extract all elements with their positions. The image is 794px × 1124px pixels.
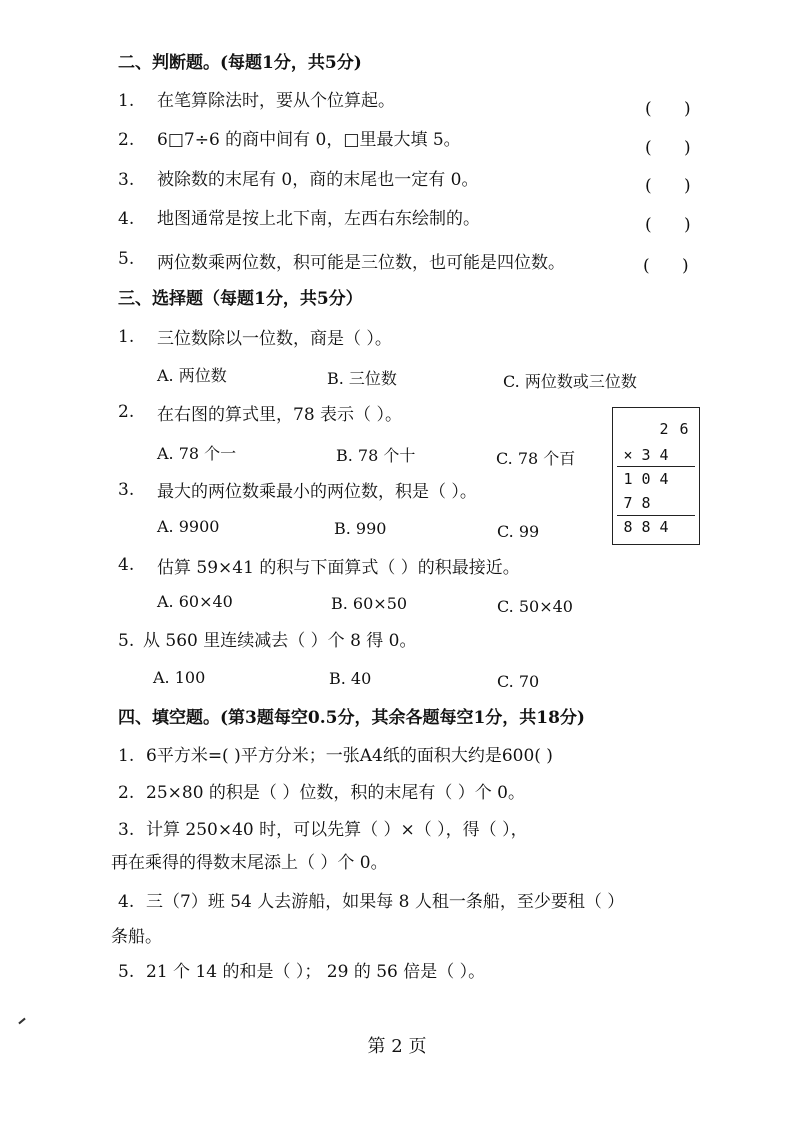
section-4-title: 四、填空题。(第3题每空0.5分，其余各题每空1分，共18分) (118, 708, 585, 728)
scan-mark (18, 1018, 25, 1025)
fill-1-number: 1. (118, 746, 135, 766)
fill-4-text: 三（7）班 54 人去游船，如果每 8 人租一条船，至少要租（ ） (146, 892, 625, 912)
calc-digit: 7 (623, 494, 633, 512)
choice-5-option-b[interactable]: B. 40 (329, 669, 372, 688)
fill-5-number: 5. (118, 962, 135, 982)
vertical-multiplication-figure (612, 407, 700, 545)
choice-3-text: 最大的两位数乘最小的两位数，积是（ ）。 (157, 482, 477, 502)
fill-3-text: 计算 250×40 时，可以先算（ ）×（ ），得（ ）， (146, 820, 528, 840)
choice-5-option-a[interactable]: A. 100 (153, 668, 206, 687)
calc-digit: 8 (623, 518, 633, 536)
fill-5-text: 21 个 14 的和是（ ）； 29 的 56 倍是（ ）。 (146, 962, 486, 982)
choice-1-option-a[interactable]: A. 两位数 (157, 366, 227, 385)
calc-digit: × (623, 446, 633, 464)
calc-rule-1 (617, 466, 695, 467)
choice-2-text: 在右图的算式里，78 表示（ ）。 (157, 405, 402, 425)
choice-3-option-c[interactable]: C. 99 (497, 522, 540, 541)
fill-1-text: 6平方米=( )平方分米；一张A4纸的面积大约是600( ) (146, 746, 553, 766)
calc-digit: 8 (641, 518, 651, 536)
judge-5-number: 5. (118, 249, 135, 269)
calc-rule-2 (617, 515, 695, 516)
fill-3-number: 3. (118, 820, 135, 840)
fill-2-text: 25×80 的积是（ ）位数，积的末尾有（ ）个 0。 (146, 783, 525, 803)
judge-4-text: 地图通常是按上北下南，左西右东绘制的。 (157, 209, 480, 229)
fill-4-number: 4. (118, 892, 135, 912)
choice-2-option-c[interactable]: C. 78 个百 (496, 449, 576, 468)
choice-1-text: 三位数除以一位数，商是（ ）。 (157, 329, 392, 349)
judge-5-answer[interactable]: ( ) (643, 256, 689, 276)
calc-row-3 (613, 470, 699, 492)
calc-digit: 0 (641, 470, 651, 488)
calc-digit: 8 (641, 494, 651, 512)
choice-1-option-c[interactable]: C. 两位数或三位数 (503, 372, 637, 391)
calc-digit: 4 (659, 518, 669, 536)
choice-1-number: 1. (118, 327, 135, 347)
choice-4-option-c[interactable]: C. 50×40 (497, 597, 573, 616)
choice-4-option-b[interactable]: B. 60×50 (331, 594, 408, 613)
judge-4-number: 4. (118, 209, 135, 229)
calc-digit: 1 (623, 470, 633, 488)
choice-2-option-a[interactable]: A. 78 个一 (157, 444, 237, 463)
judge-3-text: 被除数的末尾有 0，商的末尾也一定有 0。 (157, 170, 479, 190)
choice-1-option-b[interactable]: B. 三位数 (327, 369, 397, 388)
calc-row-5 (613, 518, 699, 540)
choice-4-text: 估算 59×41 的积与下面算式（ ）的积最接近。 (157, 558, 520, 578)
choice-4-option-a[interactable]: A. 60×40 (157, 592, 233, 611)
section-3-title: 三、选择题（每题1分，共5分） (118, 289, 363, 309)
fill-3-continuation: 再在乘得的得数末尾添上（ ）个 0。 (111, 853, 388, 873)
calc-row-2 (613, 446, 699, 468)
choice-5-number: 5. (118, 631, 135, 651)
calc-digit: 2 (659, 420, 669, 438)
choice-3-option-a[interactable]: A. 9900 (157, 517, 220, 536)
choice-5-option-c[interactable]: C. 70 (497, 672, 540, 691)
calc-row-1 (613, 420, 699, 442)
calc-digit: 4 (659, 446, 669, 464)
fill-2-number: 2. (118, 783, 135, 803)
judge-5-text: 两位数乘两位数，积可能是三位数，也可能是四位数。 (157, 253, 565, 273)
judge-3-number: 3. (118, 170, 135, 190)
calc-digit: 4 (659, 470, 669, 488)
judge-1-answer[interactable]: ( ) (645, 99, 691, 119)
calc-digit: 3 (641, 446, 651, 464)
choice-5-text: 从 560 里连续减去（ ）个 8 得 0。 (143, 631, 417, 651)
choice-3-option-b[interactable]: B. 990 (334, 519, 387, 538)
judge-4-answer[interactable]: ( ) (645, 215, 691, 235)
page-number: 第 2 页 (367, 1036, 427, 1057)
judge-2-answer[interactable]: ( ) (645, 138, 691, 158)
fill-4-continuation: 条船。 (111, 927, 162, 947)
calc-digit: 6 (679, 420, 689, 438)
judge-1-number: 1. (118, 91, 135, 111)
judge-2-number: 2. (118, 130, 135, 150)
judge-2-text: 6□7÷6 的商中间有 0，□里最大填 5。 (157, 130, 461, 150)
section-2-title: 二、判断题。(每题1分，共5分) (118, 53, 362, 73)
choice-2-number: 2. (118, 402, 135, 422)
judge-3-answer[interactable]: ( ) (645, 176, 691, 196)
judge-1-text: 在笔算除法时，要从个位算起。 (157, 91, 395, 111)
choice-3-number: 3. (118, 480, 135, 500)
choice-2-option-b[interactable]: B. 78 个十 (336, 446, 416, 465)
choice-4-number: 4. (118, 555, 135, 575)
calc-row-4 (613, 494, 699, 516)
